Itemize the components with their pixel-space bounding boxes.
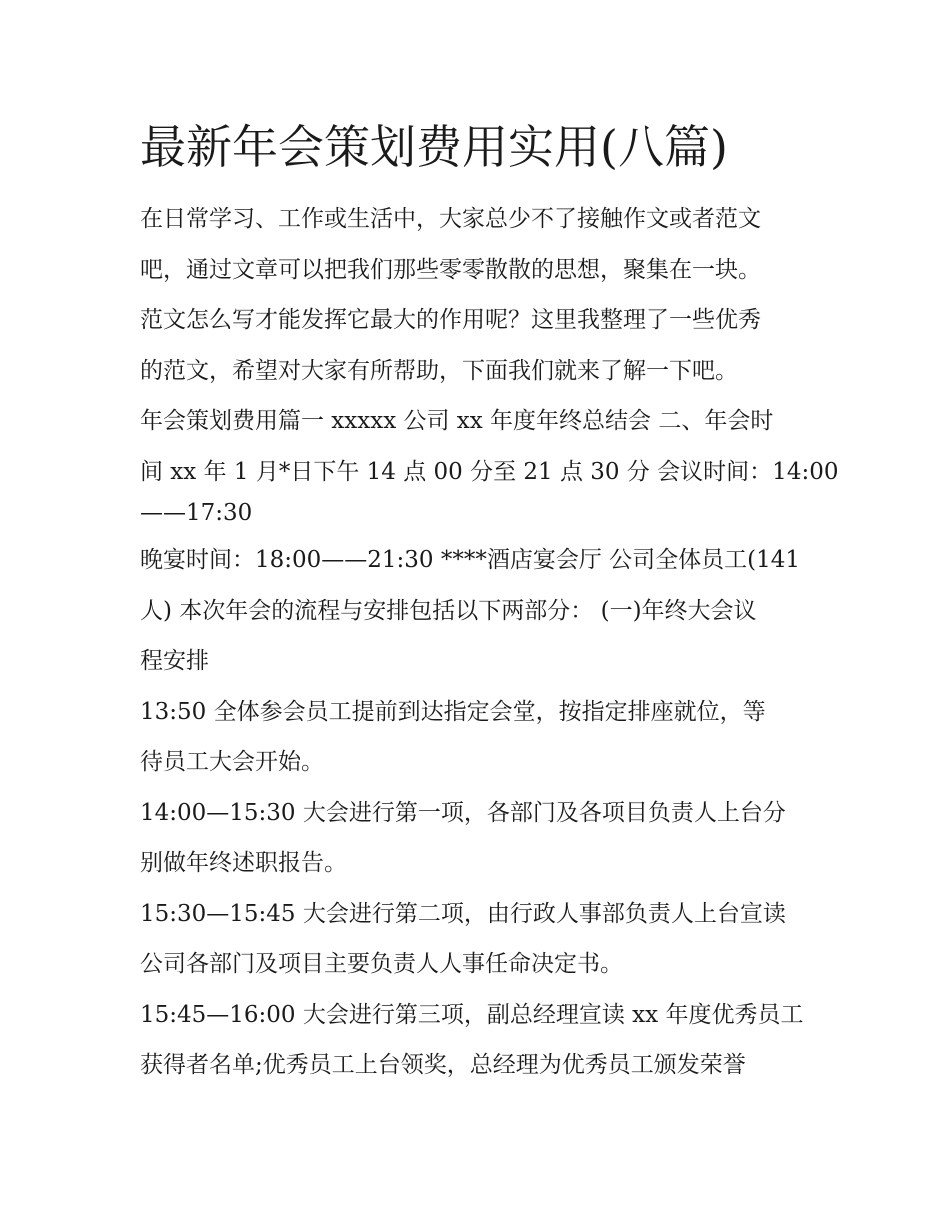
text-line: 待员工大会开始。 — [140, 749, 324, 775]
text-line: 间 xx 年 1 月*日下午 14 点 00 分至 21 点 30 分 会议时间：14:00 — [140, 458, 839, 485]
text-line: 15:30—15:45 大会进行第二项，由行政人事部负责人上台宣读 — [140, 900, 786, 927]
document-title: 最新年会策划费用实用(八篇) — [140, 120, 728, 174]
paragraph-schedule-1530 — [140, 889, 820, 990]
text-line: 在日常学习、工作或生活中，大家总少不了接触作文或者范文 — [140, 206, 761, 232]
text-line: 晚宴时间：18:00——21:30 ****酒店宴会厅 公司全体员工(141 — [140, 547, 801, 573]
text-line: 15:45—16:00 大会进行第三项，副总经理宣读 xx 年度优秀员工 — [140, 1001, 804, 1028]
paragraph-schedule-1545 — [140, 990, 820, 1091]
text-line: 14:00—15:30 大会进行第一项，各部门及各项目负责人上台分 — [140, 799, 786, 826]
text-line: 程安排 — [140, 648, 209, 674]
text-line: ——17:30 — [140, 500, 253, 526]
text-line: 公司各部门及项目主要负责人人事任命决定书。 — [140, 951, 623, 977]
text-line: 获得者名单;优秀员工上台领奖，总经理为优秀员工颁发荣誉 — [140, 1052, 746, 1078]
text-line: 人) 本次年会的流程与安排包括以下两部分： (一)年终大会议 — [140, 597, 757, 624]
text-line: 范文怎么写才能发挥它最大的作用呢？这里我整理了一些优秀 — [140, 307, 761, 333]
text-line: 年会策划费用篇一 xxxxx 公司 xx 年度年终总结会 二、年会时 — [140, 408, 774, 434]
paragraph-schedule-1350 — [140, 687, 820, 788]
paragraph-banquet — [140, 535, 820, 687]
text-line: 别做年终述职报告。 — [140, 850, 347, 876]
text-line: 吧，通过文章可以把我们那些零零散散的思想，聚集在一块。 — [140, 256, 761, 283]
paragraph-intro — [140, 194, 820, 396]
paragraph-schedule-1400 — [140, 788, 820, 889]
paragraph-section-one — [140, 396, 839, 535]
text-line: 13:50 全体参会员工提前到达指定会堂，按指定排座就位，等 — [140, 698, 766, 725]
document-page — [140, 112, 839, 1091]
text-line: 的范文，希望对大家有所帮助，下面我们就来了解一下吧。 — [140, 357, 738, 384]
